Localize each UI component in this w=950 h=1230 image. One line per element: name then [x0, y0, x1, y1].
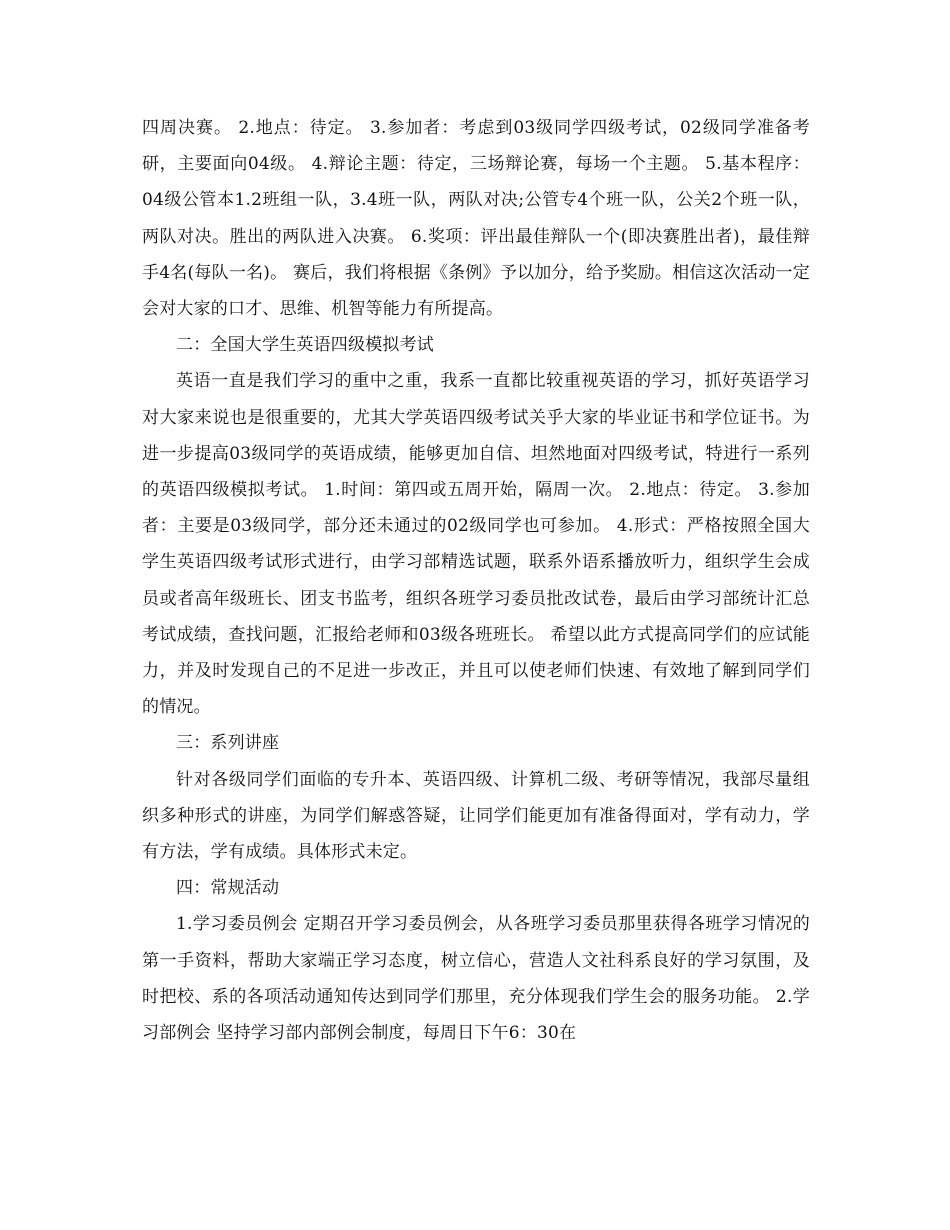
document-body — [142, 110, 810, 1051]
heading-english-mock-exam: 二：全国大学生英语四级模拟考试 — [176, 335, 434, 356]
paragraph-debate-details: 四周决赛。 2.地点：待定。 3.参加者：考虑到03级同学四级考试，02级同学准备考研，主要面向04级。 4.辩论主题：待定，三场辩论赛，每场一个主题。 5.基本程序：04级公管本1.2班组一队，3.4班一队，两队对决;公管专4个班一队，公关2个班一队，两队对决。胜出的两队进入决赛。 6.奖项：评出最佳辩队一个(即决赛胜出者)，最佳辩手4名(每队一名)。 赛后，我们将根据《条例》予以加分，给予奖励。相信这次活动一定会对大家的口才、思维、机智等能力有所提高。 — [142, 118, 810, 320]
paragraph-lecture-series: 针对各级同学们面临的专升本、英语四级、计算机二级、考研等情况，我部尽量组织多种形式的讲座，为同学们解惑答疑，让同学们能更加有准备得面对，学有动力，学有方法，学有成绩。具体形式未定。 — [142, 769, 810, 863]
paragraph-english-mock-exam: 英语一直是我们学习的重中之重，我系一直都比较重视英语的学习，抓好英语学习对大家来说也是很重要的，尤其大学英语四级考试关乎大家的毕业证书和学位证书。为进一步提高03级同学的英语成绩，能够更加自信、坦然地面对四级考试，特进行一系列的英语四级模拟考试。 1.时间：第四或五周开始，隔周一次。 2.地点：待定。 3.参加者：主要是03级同学，部分还未通过的02级同学也可参加。 4.形式：严格按照全国大学生英语四级考试形式进行，由学习部精选试题，联系外语系播放听力，组织学生会成员或者高年级班长、团支书监考，组织各班学习委员批改试卷，最后由学习部统计汇总考试成绩，查找问题，汇报给老师和03级各班班长。 希望以此方式提高同学们的应试能力，并及时发现自己的不足进一步改正，并且可以使老师们快速、有效地了解到同学们的情况。 — [142, 371, 810, 718]
heading-lecture-series: 三：系列讲座 — [176, 733, 280, 754]
paragraph-regular-activities: 1.学习委员例会 定期召开学习委员例会，从各班学习委员那里获得各班学习情况的第一手资料，帮助大家端正学习态度，树立信心，营造人文社科系良好的学习氛围，及时把校、系的各项活动通知传达到同学们那里，充分体现我们学生会的服务功能。 2.学习部例会 坚持学习部内部例会制度，每周日下午6：30在 — [142, 914, 810, 1044]
heading-regular-activities: 四：常规活动 — [176, 878, 280, 899]
